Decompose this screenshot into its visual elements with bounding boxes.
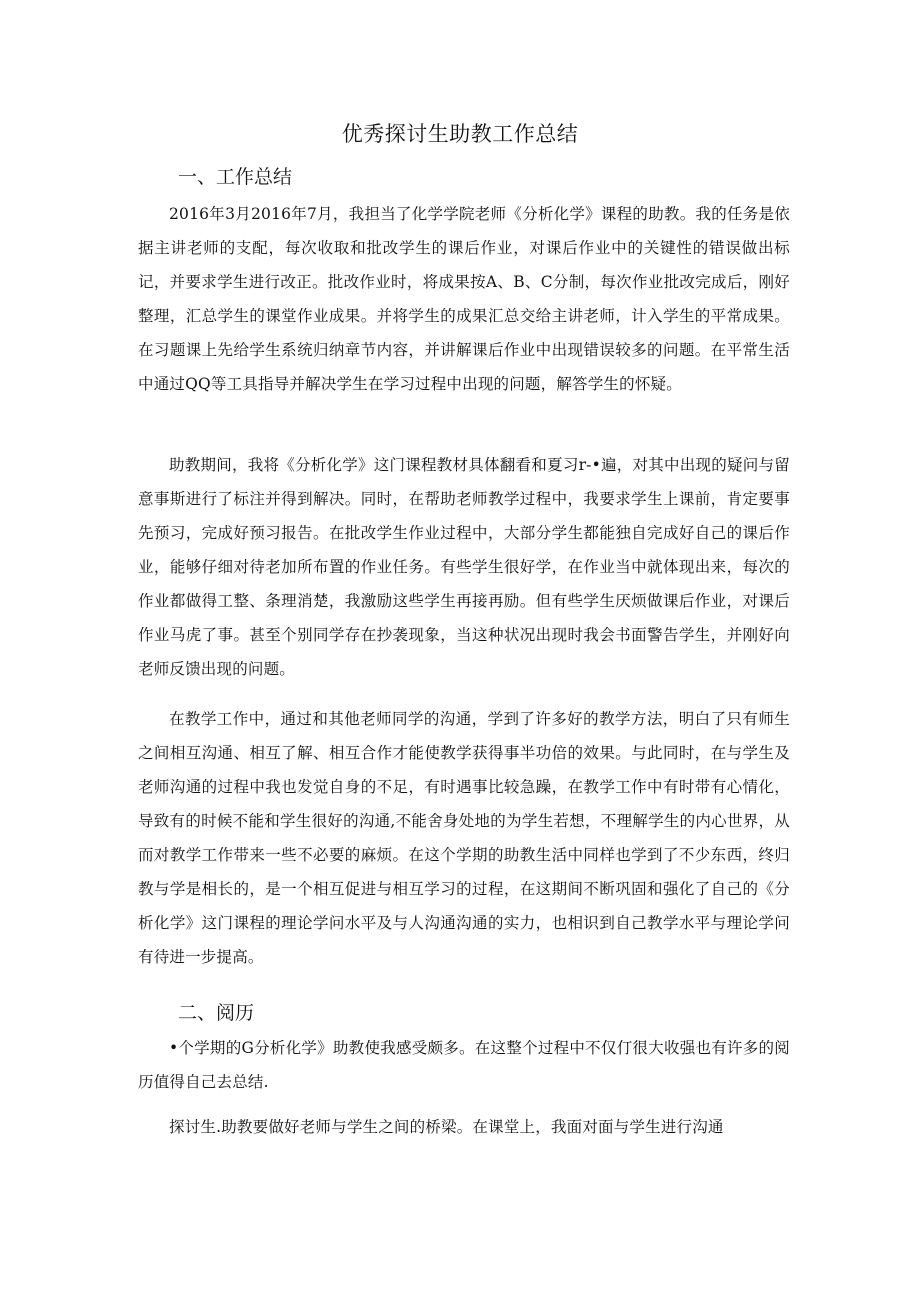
paragraph: 助教期间，我将《分析化学》这门课程教材具体翻看和夏习r-•遍，对其中出现的疑问与留意事斯进行了标注并得到解决。同时，在帮助老师教学过程中，我要求学生上课前，肯定要事先预习，完成好预习报告。在批改学生作业过程中，大部分学生都能独自完成好自己的课后作业，能够仔细对待老加所布置的作业任务。有些学生很好学，在作业当中就体现出来，每次的作业都做得工整、条理消楚，我激励这些学生再接再励。但有些学生厌烦做课后作业，对课后作业马虎了事。甚至个别同学存在抄袭现象，当这种状况出现时我会书面警告学生，并刚好向老师反馈出现的问题。 [138,456,790,678]
paragraph: 2016年3月2016年7月，我担当了化学学院老师《分析化学》课程的助教。我的任务是依据主讲老师的支配，每次收取和批改学生的课后作业，对课后作业中的关键性的错误做出标记，并要求学生进行改正。批改作业时，将成果按A、B、C分制，每次作业批改完成后，刚好整理，汇总学生的课堂作业成果。并将学生的成果汇总交给主讲老师，计入学生的平常成果。在习题课上先给学生系统归纳章节内容，并讲解课后作业中出现错误较多的问题。在平常生活中通过QQ等工具指导并解决学生在学习过程中出现的问题，解答学生的怀疑。 [138,205,790,393]
section-heading-experience: 二、阅历 [178,1002,255,1024]
paragraph: 探讨生.助教要做好老师与学生之间的桥梁。在课堂上，我面对面与学生进行沟通 [169,1118,724,1136]
paragraph: •个学期的G分析化学》助教使我感受颇多。在这整个过程中不仅仃很大收强也有许多的阅历值得自己去总结. [138,1039,790,1091]
paragraph: 在教学工作中，通过和其他老师同学的沟通，学到了许多好的教学方法，明白了只有师生之间相互沟通、相互了解、相互合作才能使教学获得事半功倍的效果。与此同时，在与学生及老师沟通的过程中我也发觉自身的不足，有时遇事比较急躁，在教学工作中有时带有心情化，导致有的时候不能和学生很好的沟通,不能舍身处地的为学生若想，不理解学生的内心世界，从而对教学工作带来一些不必要的麻烦。在这个学期的助教生活中同样也学到了不少东西，终归教与学是相长的，是一个相互促进与相互学习的过程，在这期间不断巩固和强化了自己的《分析化学》这门课程的理论学问水平及与人沟通沟通的实力，也相识到自己教学水平与理论学问有待进一步提高。 [138,710,790,966]
document-title: 优秀探讨生助教工作总结 [341,122,579,146]
section-heading-work-summary: 一、工作总结 [178,166,293,188]
